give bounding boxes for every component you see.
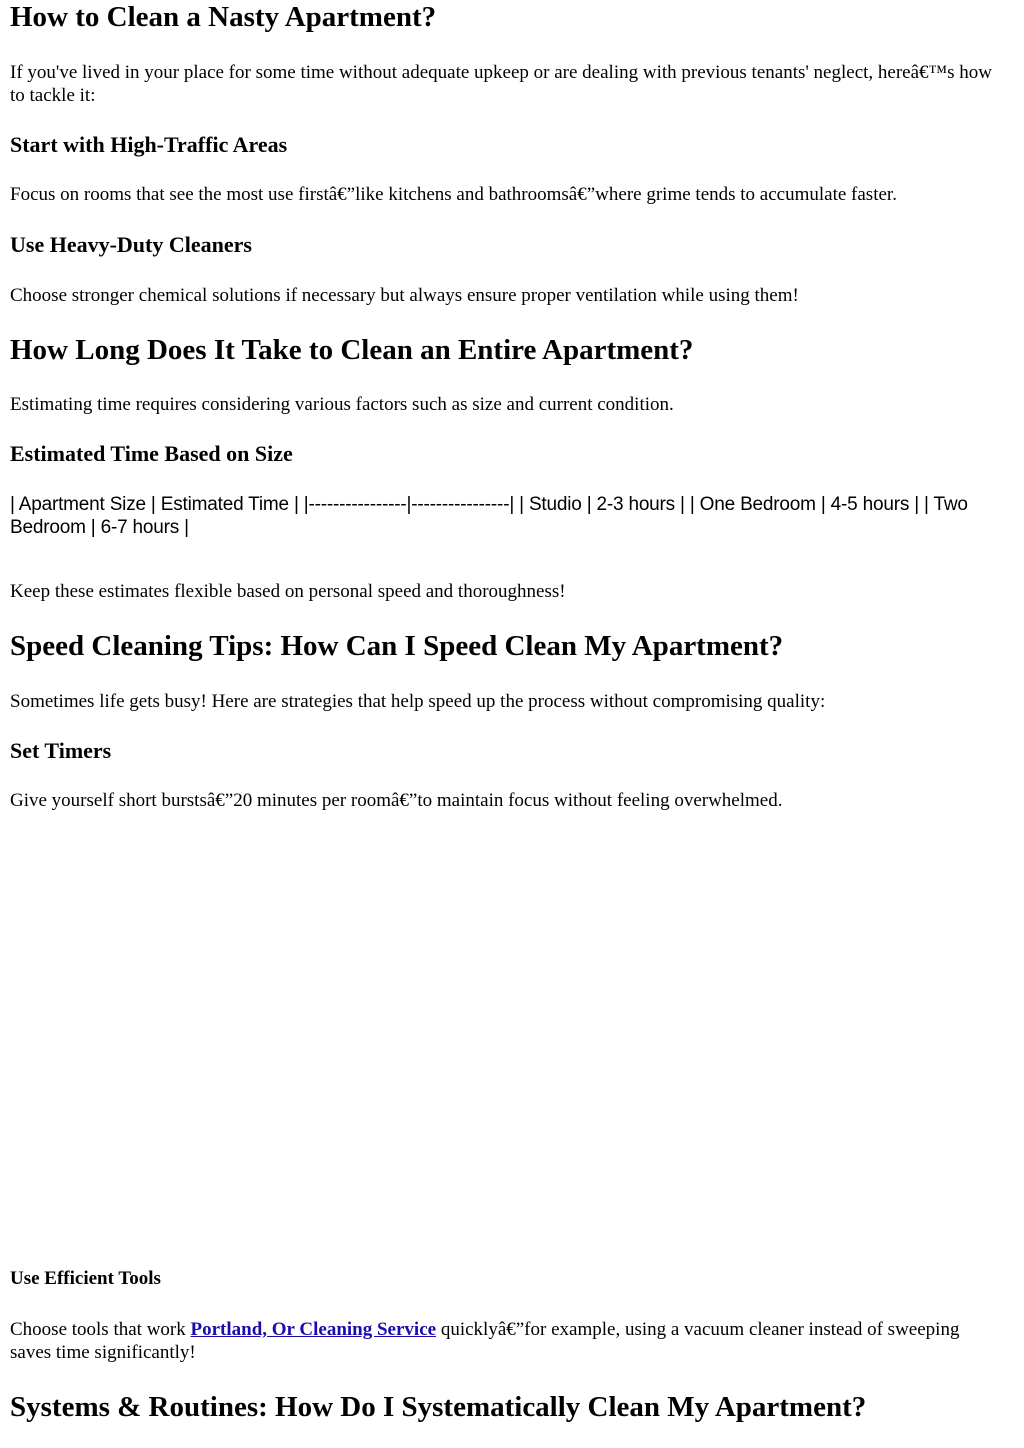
efficient-tools-text-before: Choose tools that work: [10, 1319, 191, 1340]
heading-speed-cleaning: Speed Cleaning Tips: How Can I Speed Clean My Apartment?: [10, 630, 784, 662]
paragraph-speed-intro: Sometimes life gets busy! Here are strategies that help speed up the process without compromising quality:: [10, 691, 826, 712]
paragraph-nasty-intro: If you've lived in your place for some time without adequate upkeep or are dealing with previous tenants' neglect, hereâ€™s how to tackle it:: [10, 62, 993, 106]
heading-high-traffic: Start with High-Traffic Areas: [10, 132, 288, 157]
efficient-tools-text-after: quicklyâ€”for example, using a vacuum cleaner instead of sweeping saves time significantly!: [10, 1319, 960, 1363]
portland-cleaning-service-link[interactable]: Portland, Or Cleaning Service: [190, 1319, 437, 1340]
heading-nasty-apartment: How to Clean a Nasty Apartment?: [10, 1, 437, 33]
estimated-time-table-text: | Apartment Size | Estimated Time | |----------------|----------------| | Studio | 2-3 hours | | One Bedroom | 4-5 hours | | Two Bedroom | 6-7 hours |: [10, 494, 968, 538]
paragraph-set-timers: Give yourself short burstsâ€”20 minutes per roomâ€”to maintain focus without feeling overwhelmed.: [10, 790, 783, 811]
heading-heavy-duty: Use Heavy-Duty Cleaners: [10, 232, 252, 257]
paragraph-estimates-flexible: Keep these estimates flexible based on personal speed and thoroughness!: [10, 581, 566, 602]
heading-set-timers: Set Timers: [10, 738, 112, 763]
heading-estimated-time: Estimated Time Based on Size: [10, 441, 293, 466]
heading-efficient-tools: Use Efficient Tools: [10, 1268, 161, 1289]
paragraph-how-long-intro: Estimating time requires considering various factors such as size and current condition.: [10, 394, 674, 415]
paragraph-heavy-duty: Choose stronger chemical solutions if necessary but always ensure proper ventilation while using them!: [10, 285, 799, 306]
paragraph-efficient-tools: [10, 1318, 1002, 1364]
paragraph-high-traffic: Focus on rooms that see the most use firstâ€”like kitchens and bathroomsâ€”where grime tends to accumulate faster.: [10, 184, 897, 205]
heading-how-long: How Long Does It Take to Clean an Entire Apartment?: [10, 334, 694, 366]
heading-systems-routines: Systems & Routines: How Do I Systematically Clean My Apartment?: [10, 1391, 867, 1423]
